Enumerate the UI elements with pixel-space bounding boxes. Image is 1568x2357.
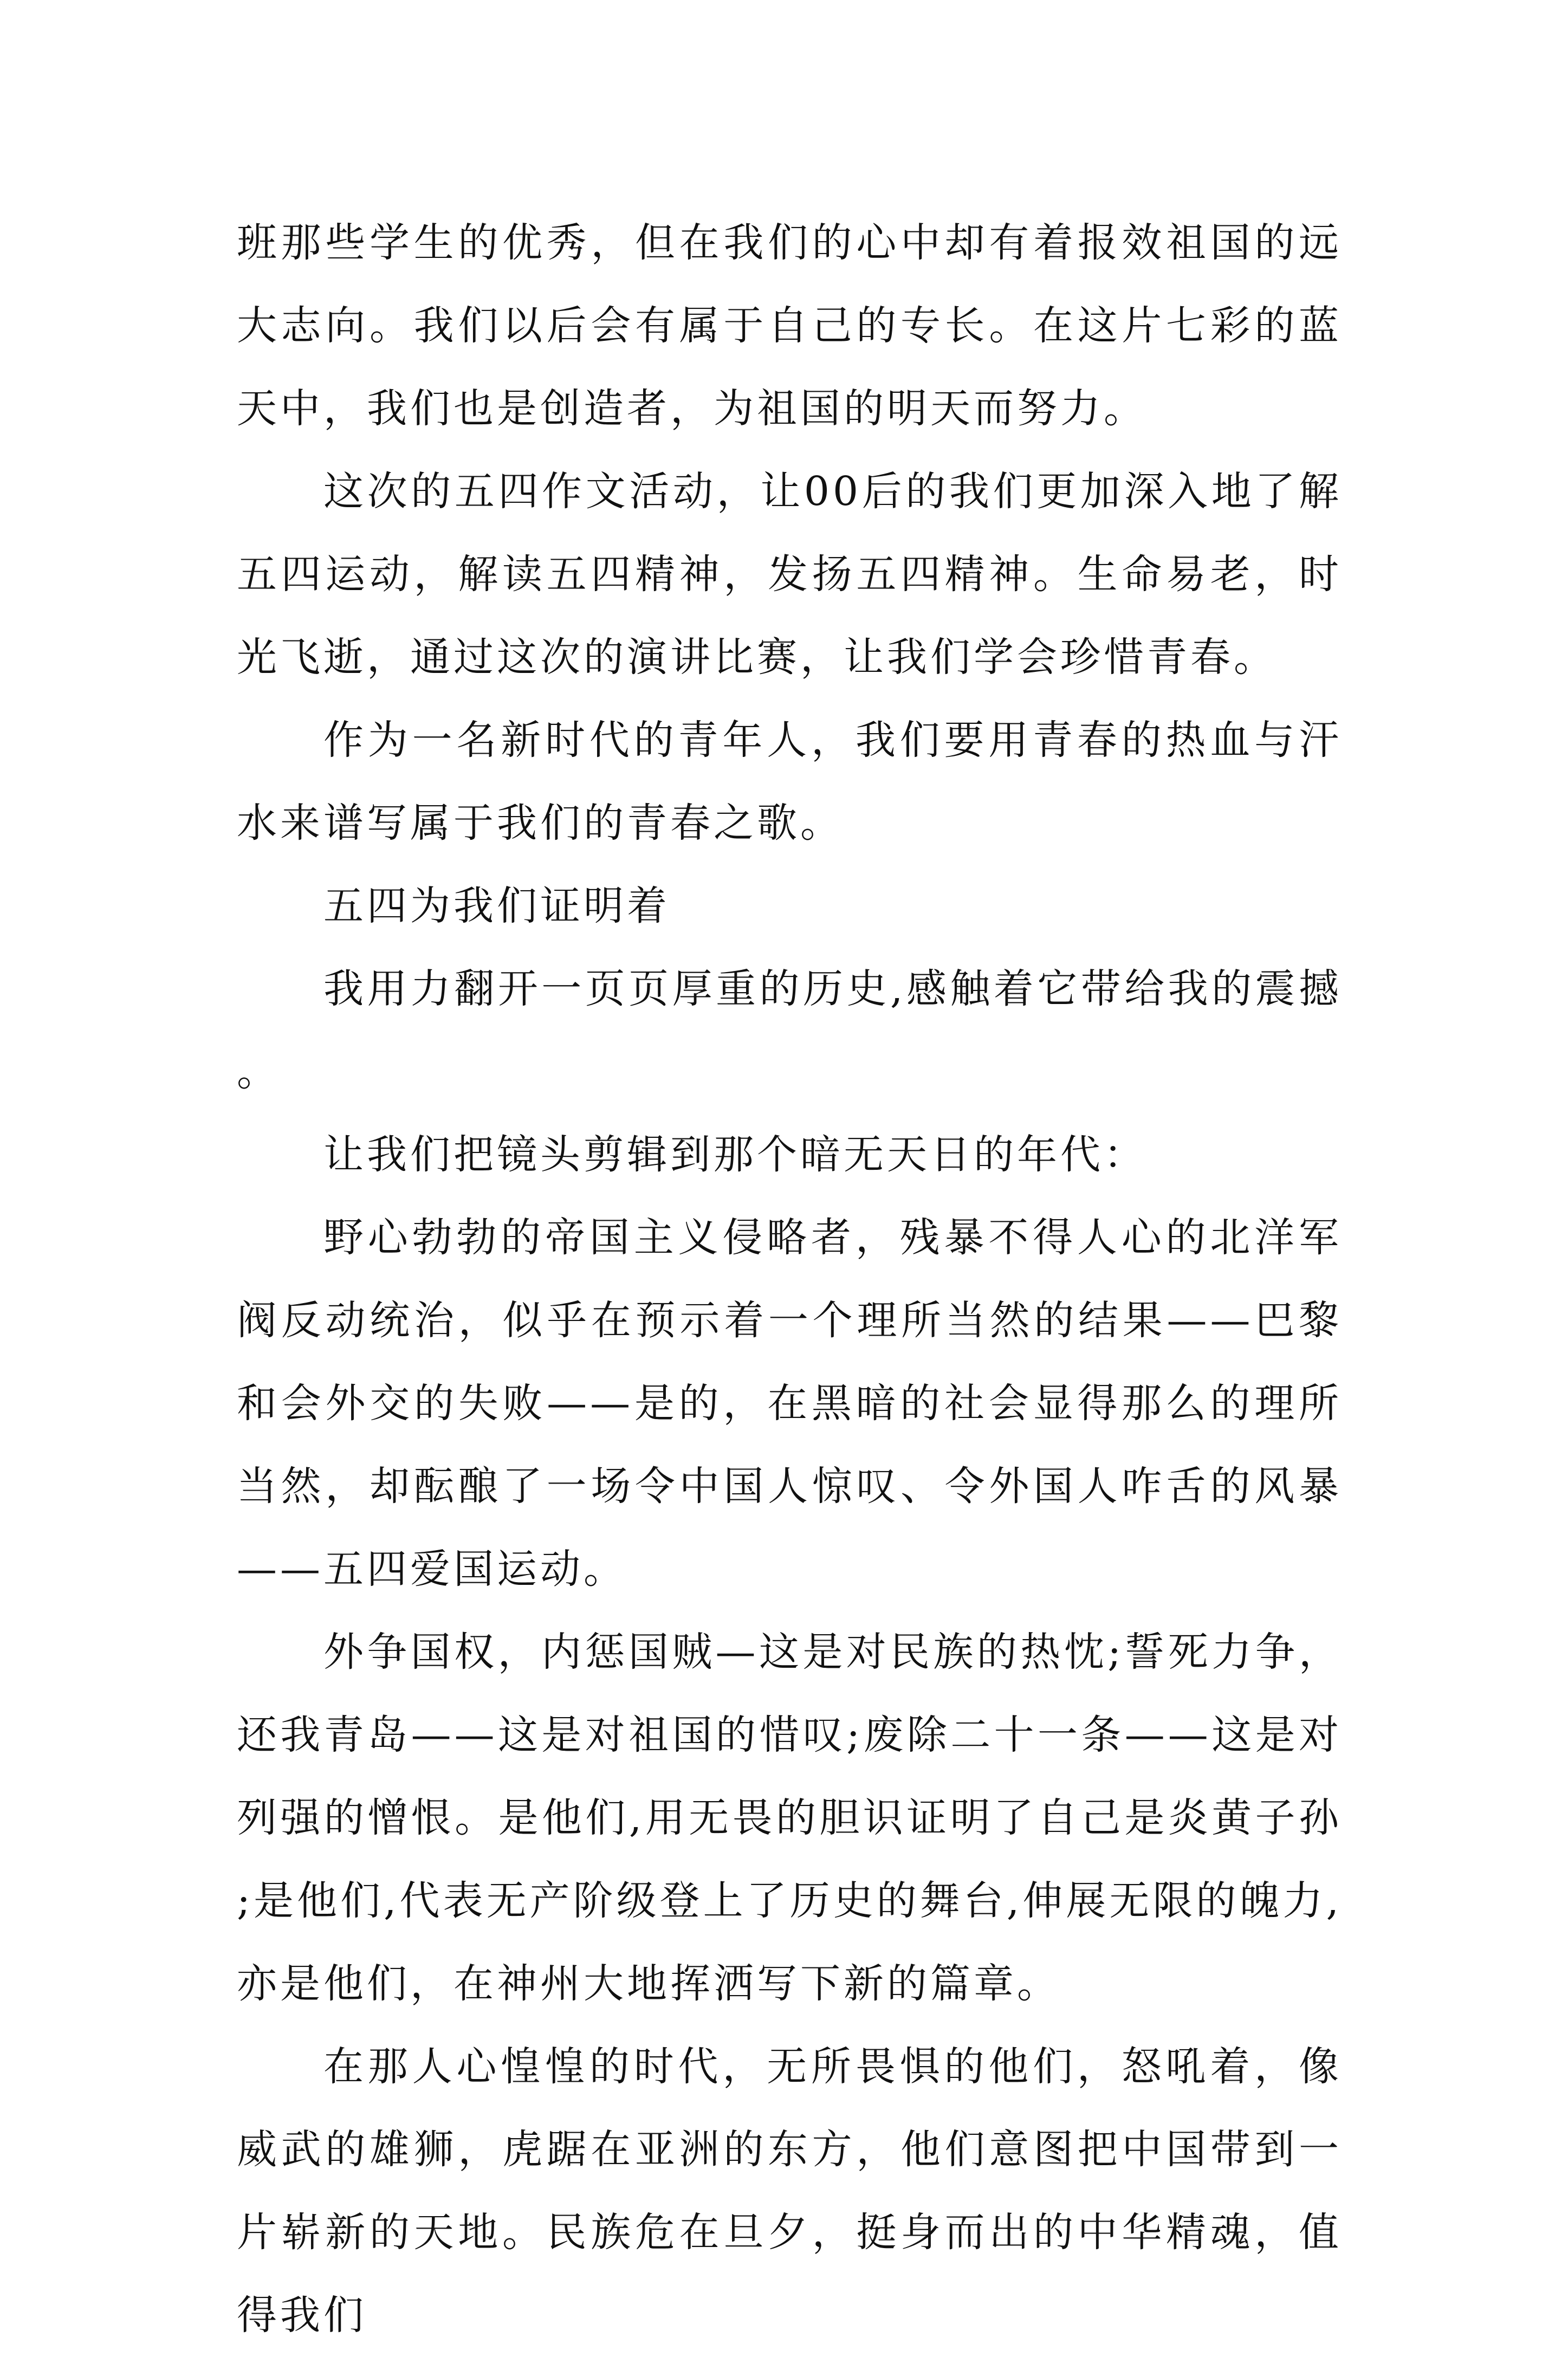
paragraph-9: 在那人心惶惶的时代，无所畏惧的他们，怒吼着，像威武的雄狮，虎踞在亚洲的东方，他们意图把中国带到一片崭新的天地。民族危在旦夕，挺身而出的中华精魂，值得我们	[237, 2043, 1342, 2339]
paragraph-6: 让我们把镜头剪辑到那个暗无天日的年代：	[323, 1131, 1147, 1178]
document-body	[237, 202, 1342, 2357]
paragraph-5: 我用力翻开一页页厚重的历史,感触着它带给我的震撼。	[237, 966, 1342, 1095]
paragraph-1: 班那些学生的优秀，但在我们的心中却有着报效祖国的远大志向。我们以后会有属于自己的专长。在这片七彩的蓝天中，我们也是创造者，为祖国的明天而努力。	[237, 219, 1342, 432]
paragraph-8: 外争国权，内惩国贼—这是对民族的热忱;誓死力争，还我青岛——这是对祖国的惜叹;废除二十一条——这是对列强的憎恨。是他们,用无畏的胆识证明了自己是炎黄子孙;是他们,代表无产阶级登上了历史的舞台,伸展无限的魄力,亦是他们，在神州大地挥洒写下新的篇章。	[237, 1629, 1342, 2007]
section-heading: 五四为我们证明着	[323, 883, 670, 929]
paragraph-7: 野心勃勃的帝国主义侵略者，残暴不得人心的北洋军阀反动统治，似乎在预示着一个理所当然的结果——巴黎和会外交的失败——是的，在黑暗的社会显得那么的理所当然，却酝酿了一场令中国人惊叹、令外国人咋舌的风暴——五四爱国运动。	[237, 1214, 1342, 1592]
paragraph-3: 作为一名新时代的青年人，我们要用青春的热血与汗水来谱写属于我们的青春之歌。	[237, 717, 1342, 846]
paragraph-2: 这次的五四作文活动，让00后的我们更加深入地了解五四运动，解读五四精神，发扬五四精神。生命易老，时光飞逝，通过这次的演讲比赛，让我们学会珍惜青春。	[237, 468, 1342, 681]
